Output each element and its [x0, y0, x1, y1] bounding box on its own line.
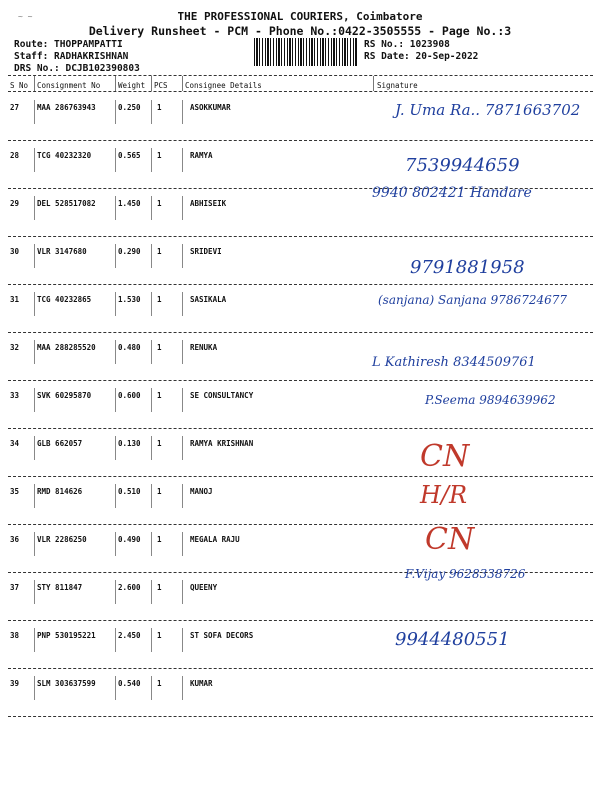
row-consignee: MEGALA RAJU: [190, 535, 240, 544]
col-pcs: PCS: [154, 81, 168, 90]
row-pcs: 1: [157, 487, 162, 496]
cell-sep: [34, 196, 35, 220]
row-pcs: 1: [157, 391, 162, 400]
row-divider: [8, 140, 593, 141]
cell-sep: [115, 580, 116, 604]
cell-sep: [115, 532, 116, 556]
row-consignment: TCG 40232320: [37, 151, 92, 160]
cell-sep: [115, 484, 116, 508]
cell-sep: [151, 388, 152, 412]
cell-sep: [182, 676, 183, 700]
row-divider: [8, 668, 593, 669]
row-sno: 27: [10, 103, 20, 112]
rs-date-label: RS Date: 20-Sep-2022: [364, 51, 479, 62]
cell-sep: [34, 628, 35, 652]
row-pcs: 1: [157, 679, 162, 688]
cell-sep: [115, 244, 116, 268]
row-consignee: QUEENY: [190, 583, 218, 592]
row-consignment: GLB 662057: [37, 439, 83, 448]
row-pcs: 1: [157, 295, 162, 304]
route-label: Route: THOPPAMPATTI: [14, 39, 123, 50]
table-row: [0, 97, 600, 145]
cell-sep: [182, 580, 183, 604]
row-sno: 38: [10, 631, 20, 640]
row-consignment: DEL 528517082: [37, 199, 96, 208]
corner-mark: ~ ~: [18, 12, 33, 21]
row-weight: 0.490: [118, 535, 141, 544]
row-sno: 31: [10, 295, 20, 304]
row-sno: 30: [10, 247, 20, 256]
row-consignment: TCG 40232865: [37, 295, 92, 304]
col-sep: [115, 76, 117, 91]
row-divider: [8, 476, 593, 477]
runsheet-title: Delivery Runsheet - PCM - Phone No.:0422-3505555 - Page No.:3: [88, 24, 512, 38]
cell-sep: [151, 292, 152, 316]
cell-sep: [34, 292, 35, 316]
row-sno: 35: [10, 487, 20, 496]
row-sno: 37: [10, 583, 20, 592]
row-consignee: KUMAR: [190, 679, 213, 688]
cell-sep: [182, 244, 183, 268]
cell-sep: [115, 148, 116, 172]
table-row: [0, 185, 600, 241]
cell-sep: [151, 532, 152, 556]
signature: H/R: [420, 481, 468, 509]
row-divider: [8, 236, 593, 237]
row-sno: 28: [10, 151, 20, 160]
row-divider: [8, 380, 593, 381]
row-sno: 39: [10, 679, 20, 688]
table-row: [0, 289, 600, 337]
row-consignee: ST SOFA DECORS: [190, 631, 254, 640]
row-consignee: ABHISEIK: [190, 199, 227, 208]
company-title: THE PROFESSIONAL COURIERS, Coimbatore: [177, 10, 423, 23]
row-consignment: STY 811847: [37, 583, 83, 592]
row-weight: 0.130: [118, 439, 141, 448]
cell-sep: [182, 148, 183, 172]
row-divider: [8, 524, 593, 525]
cell-sep: [182, 100, 183, 124]
row-sno: 32: [10, 343, 20, 352]
signature: F.Vijay 9628338726: [405, 567, 526, 581]
row-pcs: 1: [157, 199, 162, 208]
row-weight: 2.450: [118, 631, 141, 640]
row-sno: 36: [10, 535, 20, 544]
signature: 9944480551: [395, 629, 510, 650]
cell-sep: [182, 628, 183, 652]
row-sno: 33: [10, 391, 20, 400]
cell-sep: [151, 436, 152, 460]
row-divider: [8, 284, 593, 285]
row-weight: 2.600: [118, 583, 141, 592]
cell-sep: [151, 628, 152, 652]
cell-sep: [115, 340, 116, 364]
staff-label: Staff: RADHAKRISHNAN: [14, 51, 129, 62]
cell-sep: [151, 676, 152, 700]
cell-sep: [34, 340, 35, 364]
row-weight: 0.480: [118, 343, 141, 352]
row-weight: 0.250: [118, 103, 141, 112]
cell-sep: [151, 148, 152, 172]
row-divider: [8, 332, 593, 333]
row-weight: 0.290: [118, 247, 141, 256]
cell-sep: [151, 580, 152, 604]
signature: P.Seema 9894639962: [425, 393, 556, 407]
row-pcs: 1: [157, 151, 162, 160]
cell-sep: [34, 100, 35, 124]
signature: 7539944659: [405, 155, 520, 176]
signature: CN: [425, 522, 475, 557]
row-consignment: RMD 814626: [37, 487, 83, 496]
drs-label: DRS No.: DCJB102390803: [14, 63, 140, 74]
cell-sep: [34, 244, 35, 268]
cell-sep: [151, 100, 152, 124]
cell-sep: [115, 436, 116, 460]
signature: (sanjana) Sanjana 9786724677: [378, 293, 567, 307]
cell-sep: [34, 484, 35, 508]
colhead-divider: [8, 91, 593, 92]
row-consignment: PNP 530195221: [37, 631, 96, 640]
row-consignment: VLR 2286250: [37, 535, 87, 544]
row-weight: 1.450: [118, 199, 141, 208]
cell-sep: [34, 148, 35, 172]
signature: L Kathiresh 8344509761: [372, 355, 536, 370]
row-consignee: SRIDEVI: [190, 247, 222, 256]
row-consignment: MAA 286763943: [37, 103, 96, 112]
cell-sep: [115, 100, 116, 124]
rs-no-label: RS No.: 1023908: [364, 39, 450, 50]
cell-sep: [115, 676, 116, 700]
row-pcs: 1: [157, 583, 162, 592]
cell-sep: [151, 340, 152, 364]
row-pcs: 1: [157, 343, 162, 352]
cell-sep: [151, 244, 152, 268]
header-divider: [8, 75, 593, 76]
row-divider: [8, 428, 593, 429]
cell-sep: [115, 292, 116, 316]
row-weight: 0.540: [118, 679, 141, 688]
row-consignee: RENUKA: [190, 343, 218, 352]
row-weight: 0.565: [118, 151, 141, 160]
row-consignment: MAA 288285520: [37, 343, 96, 352]
row-pcs: 1: [157, 439, 162, 448]
row-pcs: 1: [157, 631, 162, 640]
cell-sep: [34, 388, 35, 412]
col-sep: [373, 76, 375, 91]
cell-sep: [115, 388, 116, 412]
row-consignee: SASIKALA: [190, 295, 227, 304]
cell-sep: [182, 196, 183, 220]
row-pcs: 1: [157, 247, 162, 256]
col-sep: [182, 76, 184, 91]
cell-sep: [151, 484, 152, 508]
cell-sep: [182, 292, 183, 316]
row-consignment: VLR 3147680: [37, 247, 87, 256]
table-row: [0, 241, 600, 289]
row-consignment: SLM 303637599: [37, 679, 96, 688]
row-consignee: RAMYA KRISHNAN: [190, 439, 254, 448]
cell-sep: [34, 436, 35, 460]
cell-sep: [34, 532, 35, 556]
signature: 9940 802421 Handare: [372, 185, 532, 201]
row-weight: 0.510: [118, 487, 141, 496]
barcode: [254, 38, 358, 66]
row-sno: 34: [10, 439, 20, 448]
col-sep: [34, 76, 36, 91]
signature: 9791881958: [410, 257, 525, 278]
cell-sep: [34, 580, 35, 604]
row-pcs: 1: [157, 103, 162, 112]
row-consignee: ASOKKUMAR: [190, 103, 231, 112]
cell-sep: [151, 196, 152, 220]
cell-sep: [182, 532, 183, 556]
col-signature: Signature: [377, 81, 418, 90]
col-weight: Weight: [118, 81, 146, 90]
row-consignment: SVK 60295870: [37, 391, 92, 400]
cell-sep: [115, 196, 116, 220]
cell-sep: [182, 436, 183, 460]
cell-sep: [115, 628, 116, 652]
row-divider: [8, 716, 593, 717]
cell-sep: [182, 388, 183, 412]
row-weight: 0.600: [118, 391, 141, 400]
signature: CN: [420, 439, 470, 474]
cell-sep: [182, 484, 183, 508]
row-consignee: MANOJ: [190, 487, 213, 496]
row-pcs: 1: [157, 535, 162, 544]
cell-sep: [182, 340, 183, 364]
col-sep: [151, 76, 153, 91]
col-sno: S No: [10, 81, 29, 90]
row-consignee: SE CONSULTANCY: [190, 391, 254, 400]
row-divider: [8, 620, 593, 621]
row-sno: 29: [10, 199, 20, 208]
cell-sep: [34, 676, 35, 700]
col-consignee: Consignee Details: [185, 81, 262, 90]
col-consignment: Consignment No: [37, 81, 101, 90]
row-consignee: RAMYA: [190, 151, 213, 160]
signature: J. Uma Ra.. 7871663702: [395, 101, 581, 119]
row-weight: 1.530: [118, 295, 141, 304]
